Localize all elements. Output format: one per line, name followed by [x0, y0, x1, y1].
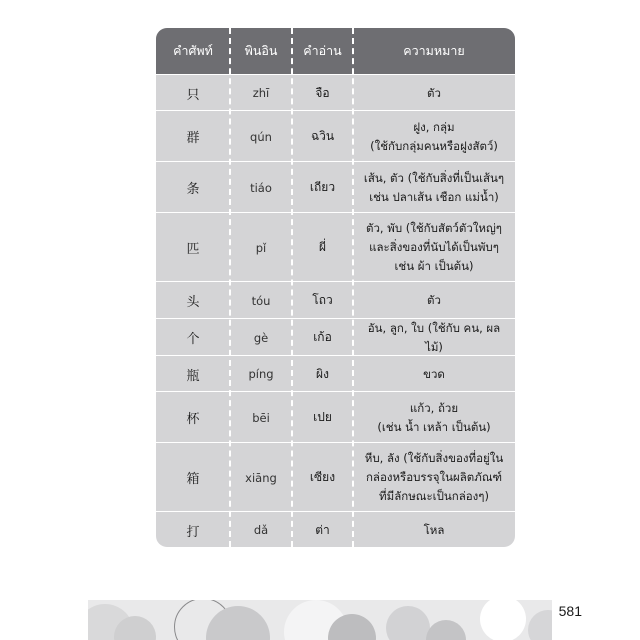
meaning-cell: อัน, ลูก, ใบ (ใช้กับ คน, ผลไม้) — [367, 320, 501, 354]
meaning-cell: โหล — [423, 522, 445, 537]
word-cell: 匹 — [186, 242, 200, 257]
table-row — [156, 442, 515, 512]
pinyin-cell: dǎ — [253, 523, 269, 537]
reading-cell: เถียว — [309, 180, 336, 194]
reading-cell: เก้อ — [313, 330, 332, 344]
reading-cell: ต่า — [315, 522, 330, 537]
word-cell: 只 — [186, 87, 200, 103]
meaning-cell: ตัว, พับ (ใช้กับสัตว์ตัวใหญ่ๆ และสิ่งของที่นับได้เป็นพับๆ เช่น ผ้า เป็นต้น) — [366, 221, 502, 273]
pinyin-cell: zhī — [252, 86, 270, 100]
table-row — [156, 110, 515, 162]
meaning-cell: หีบ, ลัง (ใช้กับสิ่งของที่อยู่ใน กล่องหรือบรรจุในผลิตภัณฑ์ ที่มีลักษณะเป็นกล่องๆ) — [364, 451, 504, 503]
word-cell: 条 — [186, 182, 200, 197]
reading-cell: โถว — [312, 293, 333, 307]
table-row — [156, 355, 515, 392]
pinyin-cell: píng — [248, 367, 274, 381]
reading-cell: ฉวิน — [310, 129, 335, 143]
meaning-cell: แก้ว, ถ้วย (เช่น น้ำ เหล้า เป็นต้น) — [377, 400, 491, 434]
word-cell: 箱 — [186, 472, 200, 487]
pinyin-cell: gè — [253, 330, 269, 345]
pinyin-cell: tiáo — [250, 180, 272, 195]
header-word: คำศัพท์ — [173, 43, 213, 58]
column-divider — [229, 28, 231, 547]
table-header-row — [156, 28, 515, 74]
reading-cell: ผี่ — [318, 240, 327, 254]
page-number: 581 — [558, 603, 582, 619]
header-pinyin: พินอิน — [244, 43, 278, 58]
meaning-cell: ตัว — [427, 293, 441, 307]
decorative-circle — [480, 600, 526, 640]
decorative-circle — [528, 610, 552, 640]
word-cell: 瓶 — [186, 368, 200, 384]
pinyin-cell: bēi — [252, 410, 270, 425]
header-meaning: ความหมาย — [403, 43, 465, 58]
vocabulary-table — [156, 28, 515, 547]
meaning-cell: เส้น, ตัว (ใช้กับสิ่งที่เป็นเส้นๆ เช่น ปลาเส้น เชือก แม่น้ำ) — [363, 170, 505, 204]
table-row — [156, 391, 515, 443]
meaning-cell: ตัว — [427, 85, 441, 100]
table-row — [156, 281, 515, 319]
header-reading: คำอ่าน — [303, 43, 342, 58]
meaning-cell: ฝูง, กลุ่ม (ใช้กับกลุ่มคนหรือฝูงสัตว์) — [370, 119, 498, 153]
word-cell: 头 — [186, 295, 200, 310]
table-row — [156, 511, 515, 547]
meaning-cell: ขวด — [423, 366, 445, 381]
table-row — [156, 161, 515, 213]
pinyin-cell: tóu — [251, 293, 271, 308]
footer-decoration — [88, 600, 552, 640]
decorative-circle — [426, 620, 466, 640]
word-cell: 个 — [186, 332, 200, 347]
pinyin-cell: pǐ — [255, 240, 267, 255]
table-row — [156, 74, 515, 111]
word-cell: 打 — [186, 524, 200, 540]
word-cell: 群 — [186, 131, 200, 146]
reading-cell: เซียง — [309, 470, 336, 484]
column-divider — [352, 28, 354, 547]
reading-cell: จือ — [315, 85, 330, 100]
reading-cell: เปย — [313, 410, 332, 424]
pinyin-cell: qún — [250, 129, 272, 144]
table-row — [156, 212, 515, 282]
decorative-circle — [386, 606, 430, 640]
column-divider — [291, 28, 293, 547]
pinyin-cell: xiāng — [245, 470, 277, 485]
reading-cell: ผิง — [316, 366, 329, 381]
word-cell: 杯 — [186, 412, 200, 427]
table-row — [156, 318, 515, 356]
